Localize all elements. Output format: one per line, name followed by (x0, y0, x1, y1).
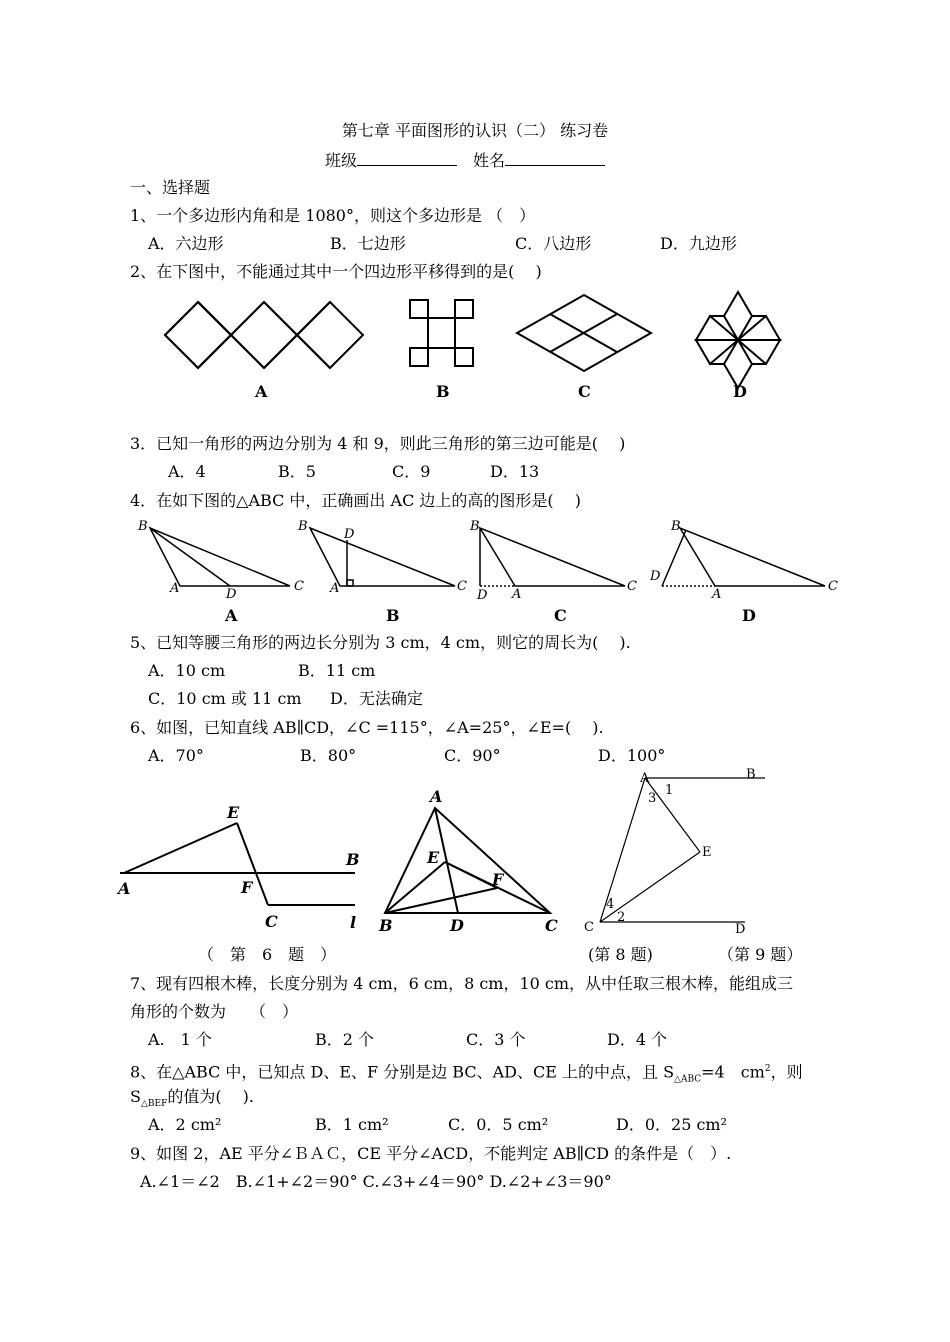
svg-text:C: C (265, 912, 278, 931)
figure-6 (110, 790, 370, 940)
svg-text:A: A (640, 771, 650, 786)
svg-text:2: 2 (617, 910, 626, 925)
svg-text:B: B (671, 519, 681, 534)
q6-option-a: A．70° (148, 746, 204, 765)
q4-label-a: A (225, 606, 238, 625)
q1-option-c: C．八边形 (515, 234, 592, 253)
q2-label-b: B (436, 382, 450, 401)
q6-stem: 6、如图，已知直线 AB∥CD，∠C =115°，∠A=25°，∠E=( ). (130, 718, 604, 737)
q8-stem-line1: 8、在△ABC 中，已知点 D、E、F 分别是边 BC、AD、CE 上的中点，且 $S_{\triangle ABC}=4$ $cm^2$，则 (130, 1062, 803, 1085)
q7-option-b: B．2 个 (315, 1030, 375, 1049)
q2-label-a: A (255, 382, 268, 401)
q3-stem: 3．已知一角形的两边分别为 4 和 9，则此三角形的第三边可能是( ) (130, 434, 626, 453)
q7-option-a: A. 1 个 (148, 1030, 212, 1049)
figure-8 (375, 788, 575, 938)
q2-figures (0, 290, 950, 410)
q5-option-a: A．10 cm (148, 661, 226, 680)
svg-text:3: 3 (648, 791, 657, 806)
q3-option-b: B．5 (278, 462, 316, 481)
svg-text:D: D (477, 588, 488, 603)
q8-option-a: A．2 cm² (148, 1115, 222, 1134)
svg-text:D: D (450, 916, 464, 935)
svg-text:C: C (584, 920, 594, 935)
svg-text:F: F (241, 878, 253, 897)
svg-text:A: A (512, 587, 522, 602)
q6-option-d: D．100° (598, 746, 666, 765)
figure-9-caption: （第 9 题） (718, 945, 803, 964)
svg-text:D: D (344, 527, 355, 542)
q7-stem-line2: 角形的个数为 （ ） (130, 1002, 299, 1021)
svg-text:C: C (294, 579, 304, 594)
svg-text:E: E (702, 845, 712, 860)
svg-text:l: l (350, 913, 357, 932)
svg-text:E: E (427, 848, 440, 867)
q8-option-d: D．0．25 cm² (616, 1115, 728, 1134)
class-blank (357, 149, 457, 166)
q1-option-b: B．七边形 (330, 234, 406, 253)
q8-stem-line2: $S_{\triangle BEF}$的值为( ). (130, 1087, 254, 1110)
q4-label-d: D (742, 606, 756, 625)
figure-6-caption: （ 第 6 题 ） (198, 945, 337, 964)
q2-label-c: C (578, 382, 591, 401)
q8-option-b: B．1 cm² (315, 1115, 389, 1134)
q7-option-c: C．3 个 (466, 1030, 526, 1049)
svg-text:F: F (492, 870, 504, 889)
svg-text:D: D (735, 922, 746, 937)
figure-9 (580, 768, 780, 938)
q2-label-d: D (733, 382, 747, 401)
figure-8-caption: (第 8 题) (588, 945, 653, 964)
q3-option-a: A．4 (168, 462, 206, 481)
svg-text:C: C (457, 579, 467, 594)
q5-option-d: D．无法确定 (330, 689, 423, 708)
q6-option-c: C．90° (444, 746, 501, 765)
q4-label-c: C (554, 606, 567, 625)
svg-text:4: 4 (606, 897, 615, 912)
q4-stem: 4．在如下图的△ABC 中，正确画出 AC 边上的高的图形是( ) (130, 491, 581, 510)
svg-text:D: D (650, 569, 661, 584)
svg-text:A: A (330, 581, 340, 596)
svg-text:C: C (545, 916, 558, 935)
svg-text:E: E (227, 803, 240, 822)
q7-option-d: D．4 个 (607, 1030, 668, 1049)
q6-option-b: B．80° (300, 746, 357, 765)
q7-stem-line1: 7、现有四根木棒，长度分别为 4 cm，6 cm，8 cm，10 cm，从中任取三根木棒，能组成三 (130, 974, 794, 993)
class-label: 班级 (325, 151, 358, 170)
svg-text:C: C (828, 579, 838, 594)
q3-option-c: C．9 (392, 462, 431, 481)
q4-label-b: B (386, 606, 400, 625)
q9-options: A.∠1＝∠2 B.∠1+∠2＝90° C.∠3+∠4＝90° D.∠2+∠3＝90° (140, 1172, 612, 1191)
q3-option-d: D．13 (490, 462, 540, 481)
section-heading: 一、选择题 (130, 178, 211, 197)
svg-text:C: C (627, 579, 637, 594)
q5-stem: 5、已知等腰三角形的两边长分别为 3 cm，4 cm，则它的周长为( ). (130, 633, 631, 652)
q2-stem: 2、在下图中，不能通过其中一个四边形平移得到的是( ) (130, 262, 542, 281)
svg-text:A: A (118, 879, 131, 898)
svg-text:A: A (430, 787, 443, 806)
q8-option-c: C．0．5 cm² (448, 1115, 549, 1134)
svg-text:B: B (138, 519, 148, 534)
page-title: 第七章 平面图形的认识（二） 练习卷 (341, 121, 609, 140)
svg-text:D: D (226, 587, 237, 602)
q1-option-d: D．九边形 (660, 234, 737, 253)
q5-option-b: B．11 cm (298, 661, 376, 680)
q1-option-a: A．六边形 (148, 234, 224, 253)
q9-stem: 9、如图 2，AE 平分∠ＢＡＣ，CE 平分∠ACD，不能判定 AB∥CD 的条件是（ ）. (130, 1144, 732, 1163)
class-name-line (325, 149, 605, 171)
svg-text:B: B (346, 850, 360, 869)
svg-text:B: B (470, 519, 480, 534)
q4-figures (0, 518, 950, 628)
svg-text:A: A (170, 581, 180, 596)
svg-text:B: B (298, 519, 308, 534)
svg-text:A: A (712, 587, 722, 602)
name-label: 姓名 (473, 151, 506, 170)
q1-stem: 1、一个多边形内角和是 1080°，则这个多边形是 （ ） (130, 206, 536, 225)
q5-option-c: C．10 cm 或 11 cm (148, 689, 302, 708)
svg-text:1: 1 (665, 783, 674, 798)
svg-text:B: B (379, 916, 393, 935)
name-blank (505, 149, 605, 166)
svg-text:B: B (746, 767, 756, 782)
